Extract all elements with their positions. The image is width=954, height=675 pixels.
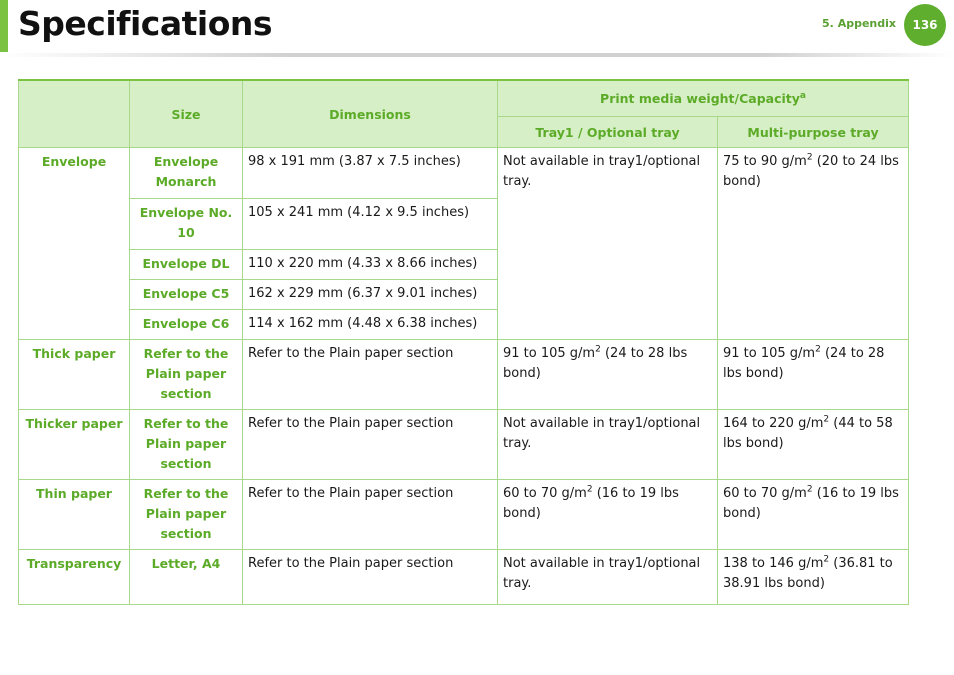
title-accent-bar: [0, 0, 8, 52]
mp-value: 164 to 220 g/m: [723, 416, 824, 431]
category-cell: Thicker paper: [19, 410, 130, 480]
size-cell: Letter, A4: [130, 550, 243, 605]
mp-tray-cell: [718, 410, 909, 480]
size-cell: Refer to the Plain paper section: [130, 340, 243, 410]
category-cell: Thick paper: [19, 340, 130, 410]
header-dimensions: Dimensions: [243, 80, 498, 148]
mp-tray-cell: [718, 340, 909, 410]
header-weight-footnote: a: [799, 90, 806, 101]
category-cell: Thin paper: [19, 480, 130, 550]
dimensions-cell: Refer to the Plain paper section: [243, 410, 498, 480]
header-tray1: Tray1 / Optional tray: [498, 117, 718, 148]
page-title: Specifications: [18, 4, 273, 43]
size-cell: Envelope No. 10: [130, 199, 243, 250]
mp-value: 138 to 146 g/m: [723, 556, 824, 571]
chapter-label: 5. Appendix: [822, 17, 896, 30]
page-number-badge: 136: [904, 4, 946, 46]
tray1-cell: Not available in tray1/optional tray.: [498, 148, 718, 340]
tray1-cell: Not available in tray1/optional tray.: [498, 550, 718, 605]
tray1-cell: Not available in tray1/optional tray.: [498, 410, 718, 480]
dimensions-cell: 110 x 220 mm (4.33 x 8.66 inches): [243, 250, 498, 280]
dimensions-cell: 98 x 191 mm (3.87 x 7.5 inches): [243, 148, 498, 199]
mp-value: 91 to 105 g/m: [723, 346, 816, 361]
table-row: [19, 148, 909, 199]
tray1-value-suffix: (16 to 19 lbs bond): [503, 486, 679, 521]
size-cell: Envelope DL: [130, 250, 243, 280]
media-spec-table: [18, 79, 909, 605]
header-weight-label: Print media weight/Capacity: [600, 91, 800, 106]
table-row: [19, 480, 909, 550]
unit-exponent: 2: [595, 344, 601, 355]
mp-value-suffix: (44 to 58 lbs bond): [723, 416, 893, 451]
table-row: [19, 340, 909, 410]
dimensions-cell: 114 x 162 mm (4.48 x 6.38 inches): [243, 310, 498, 340]
mp-tray-cell: [718, 550, 909, 605]
dimensions-cell: 105 x 241 mm (4.12 x 9.5 inches): [243, 199, 498, 250]
tray1-value: 91 to 105 g/m: [503, 346, 596, 361]
table-row: [19, 410, 909, 480]
unit-exponent: 2: [586, 484, 593, 495]
mp-value-suffix: (16 to 19 lbs bond): [723, 486, 899, 521]
size-cell: Envelope C5: [130, 280, 243, 310]
unit-exponent: 2: [815, 344, 821, 355]
mp-value: 75 to 90 g/m: [723, 154, 807, 169]
header-mp-tray: Multi-purpose tray: [718, 117, 909, 148]
dimensions-cell: 162 x 229 mm (6.37 x 9.01 inches): [243, 280, 498, 310]
size-cell: Refer to the Plain paper section: [130, 410, 243, 480]
category-cell: Transparency: [19, 550, 130, 605]
size-cell: Refer to the Plain paper section: [130, 480, 243, 550]
category-envelope: Envelope: [19, 148, 130, 340]
dimensions-cell: Refer to the Plain paper section: [243, 550, 498, 605]
size-cell: Envelope Monarch: [130, 148, 243, 199]
unit-exponent: 2: [806, 152, 813, 163]
mp-value-suffix: (36.81 to 38.91 lbs bond): [723, 556, 893, 591]
tray1-value: 60 to 70 g/m: [503, 486, 587, 501]
table-header-row: [19, 80, 909, 117]
tray1-value-suffix: (24 to 28 lbs bond): [503, 346, 688, 381]
mp-value-suffix: (24 to 28 lbs bond): [723, 346, 885, 381]
unit-exponent: 2: [806, 484, 813, 495]
dimensions-cell: Refer to the Plain paper section: [243, 340, 498, 410]
header-category: [19, 80, 130, 148]
mp-tray-cell: [718, 480, 909, 550]
mp-tray-cell: [718, 148, 909, 340]
mp-value-suffix: (20 to 24 lbs bond): [723, 154, 899, 189]
dimensions-cell: Refer to the Plain paper section: [243, 480, 498, 550]
tray1-cell: [498, 480, 718, 550]
header-weight-capacity: [498, 80, 909, 117]
size-cell: Envelope C6: [130, 310, 243, 340]
unit-exponent: 2: [823, 414, 830, 425]
unit-exponent: 2: [823, 554, 830, 565]
header-size: Size: [130, 80, 243, 148]
mp-value: 60 to 70 g/m: [723, 486, 807, 501]
tray1-cell: [498, 340, 718, 410]
header-divider: [0, 53, 954, 57]
table-row: [19, 550, 909, 605]
